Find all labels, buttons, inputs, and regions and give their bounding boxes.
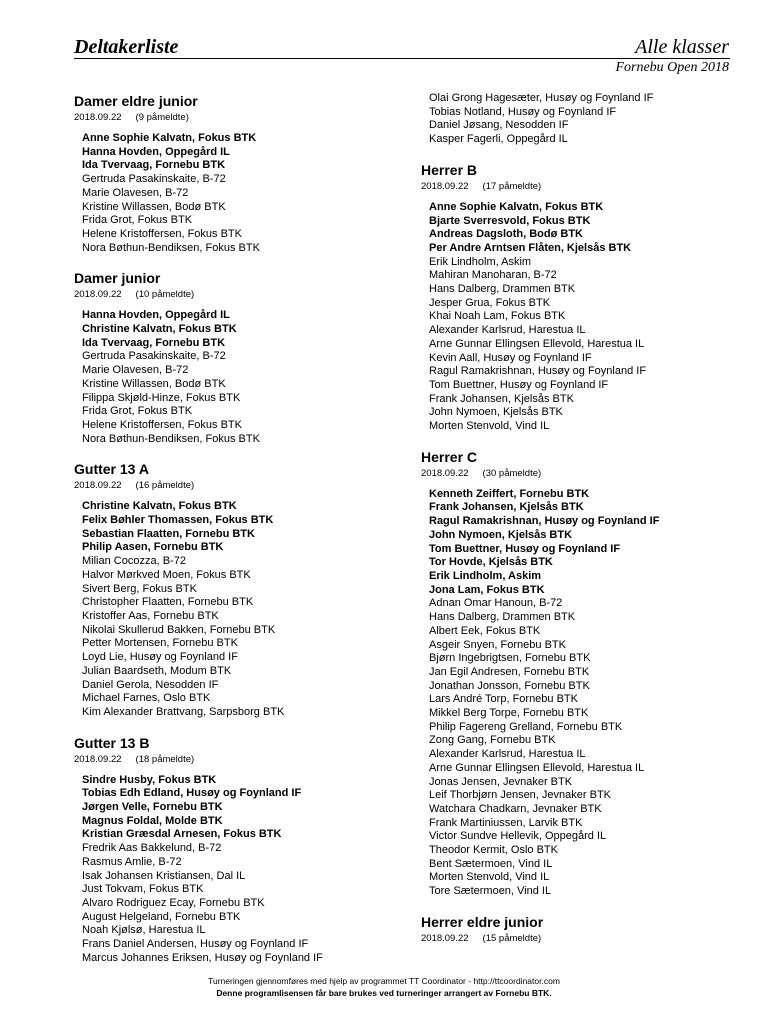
class-title: Gutter 13 A xyxy=(74,461,149,478)
participant-entry: Gertruda Pasakinskaite, B-72 xyxy=(82,173,226,186)
participant-entry: Jesper Grua, Fokus BTK xyxy=(429,296,551,309)
participant-list xyxy=(74,132,404,255)
participant-entry: Helene Kristoffersen, Fokus BTK xyxy=(82,227,242,240)
participant-entry: Sivert Berg, Fokus BTK xyxy=(82,582,197,595)
participant-entry: Tom Buettner, Husøy og Foynland IF xyxy=(429,542,621,555)
participant-entry: Filippa Skjøld-Hinze, Fokus BTK xyxy=(82,391,241,404)
participant-entry: Mikkel Berg Torpe, Fornebu BTK xyxy=(429,707,589,720)
participant-entry: Fredrik Aas Bakkelund, B-72 xyxy=(82,842,222,855)
class-meta xyxy=(74,112,404,124)
participant-entry: Julian Baardseth, Modum BTK xyxy=(82,664,232,677)
participant-entry: Ragul Ramakrishnan, Husøy og Foynland IF xyxy=(429,515,660,528)
participant-entry: Hanna Hovden, Oppegård IL xyxy=(82,309,230,322)
participant-entry: Bjørn Ingebrigtsen, Fornebu BTK xyxy=(429,652,591,665)
class-participant-count: (15 påmeldte) xyxy=(482,932,542,944)
class-section xyxy=(421,448,741,899)
class-section xyxy=(421,913,741,945)
participant-entry: John Nymoen, Kjelsås BTK xyxy=(429,528,573,541)
class-title: Damer junior xyxy=(74,270,161,287)
participant-entry: Jonathan Jonsson, Fornebu BTK xyxy=(429,679,590,692)
header-info xyxy=(615,36,729,78)
class-date: 2018.09.22 xyxy=(421,180,469,192)
participant-entry: Milian Cocozza, B-72 xyxy=(82,555,186,568)
participant-entry: Nora Bøthun-Bendiksen, Fokus BTK xyxy=(82,432,260,445)
class-participant-count: (17 påmeldte) xyxy=(482,180,542,192)
participant-entry: Marie Olavesen, B-72 xyxy=(82,364,189,377)
participant-entry: Morten Stenvold, Vind IL xyxy=(429,420,550,433)
participant-entry: Frida Grot, Fokus BTK xyxy=(82,405,193,418)
class-title: Gutter 13 B xyxy=(74,734,150,751)
participant-entry: Frank Martiniussen, Larvik BTK xyxy=(429,816,583,829)
participant-entry: Alexander Karlsrud, Harestua IL xyxy=(429,324,586,337)
footer-license: Denne programlisensen får bare brukes ved turneringer arrangert av Fornebu BTK. xyxy=(216,988,552,998)
class-meta xyxy=(421,181,741,193)
class-meta xyxy=(421,468,741,480)
participant-entry: Petter Mortensen, Fornebu BTK xyxy=(82,637,238,650)
participant-entry: Kim Alexander Brattvang, Sarpsborg BTK xyxy=(82,705,285,718)
class-meta xyxy=(74,480,404,492)
participant-entry: Victor Sundve Hellevik, Oppegård IL xyxy=(429,830,607,843)
participant-entry: Erik Lindholm, Askim xyxy=(429,569,542,582)
participant-entry: Andreas Dagsloth, Bodø BTK xyxy=(429,228,584,241)
participant-entry: Magnus Foldal, Molde BTK xyxy=(82,814,223,827)
participant-entry: Frans Daniel Andersen, Husøy og Foynland IF xyxy=(82,938,309,951)
class-participant-count: (30 påmeldte) xyxy=(482,467,542,479)
participant-entry: Hans Dalberg, Drammen BTK xyxy=(429,611,576,624)
participant-entry: Arne Gunnar Ellingsen Ellevold, Harestua IL xyxy=(429,337,645,350)
participant-entry: Jonas Jensen, Jevnaker BTK xyxy=(429,775,573,788)
class-participant-count: (16 påmeldte) xyxy=(135,480,195,492)
page-footer xyxy=(0,975,768,999)
participant-entry: Ragul Ramakrishnan, Husøy og Foynland IF xyxy=(429,365,647,378)
participant-entry: Ida Tvervaag, Fornebu BTK xyxy=(82,159,226,172)
participant-entry: Hanna Hovden, Oppegård IL xyxy=(82,145,230,158)
participant-entry: Jørgen Velle, Fornebu BTK xyxy=(82,801,223,814)
class-meta xyxy=(74,754,404,766)
class-section xyxy=(74,269,404,446)
participant-entry: Lars André Torp, Fornebu BTK xyxy=(429,693,578,706)
class-title: Damer eldre junior xyxy=(74,93,198,109)
participant-entry: Kristian Græsdal Arnesen, Fokus BTK xyxy=(82,828,282,841)
class-date: 2018.09.22 xyxy=(74,289,122,301)
continued-entries xyxy=(421,92,741,147)
participant-entry: Mahiran Manoharan, B-72 xyxy=(429,269,557,282)
participant-entry: Alexander Karlsrud, Harestua IL xyxy=(429,748,586,761)
participant-entry: Daniel Jøsang, Nesodden IF xyxy=(429,119,569,132)
participant-entry: Per Andre Arntsen Flåten, Kjelsås BTK xyxy=(429,241,632,254)
participant-entry: Ida Tvervaag, Fornebu BTK xyxy=(82,336,226,349)
footer-credit: Turneringen gjennomføres med hjelp av programmet TT Coordinator - http://ttcoordinator.com xyxy=(208,976,560,986)
participant-entry: Felix Bøhler Thomassen, Fokus BTK xyxy=(82,514,274,527)
participant-entry: Kenneth Zeiffert, Fornebu BTK xyxy=(429,487,590,500)
participant-entry: Just Tokvam, Fokus BTK xyxy=(82,883,204,896)
class-section xyxy=(74,92,404,255)
participant-entry: Philip Aasen, Fornebu BTK xyxy=(82,541,224,554)
participant-entry: Erik Lindholm, Askim xyxy=(429,255,532,268)
participant-entry: Tore Sætermoen, Vind IL xyxy=(429,885,552,898)
participant-list xyxy=(421,488,741,899)
participant-entry: Christine Kalvatn, Fokus BTK xyxy=(82,500,237,513)
participant-entry: Michael Farnes, Oslo BTK xyxy=(82,692,211,705)
right-column xyxy=(421,92,741,959)
class-date: 2018.09.22 xyxy=(74,112,122,123)
class-participant-count: (18 påmeldte) xyxy=(135,753,195,765)
participant-entry: Loyd Lie, Husøy og Foynland IF xyxy=(82,651,238,664)
participant-entry: John Nymoen, Kjelsås BTK xyxy=(429,406,563,419)
participant-entry: Arne Gunnar Ellingsen Ellevold, Harestua IL xyxy=(429,761,645,774)
participant-entry: Tobias Notland, Husøy og Foynland IF xyxy=(429,105,617,118)
participant-list xyxy=(74,774,404,966)
class-title: Herrer eldre junior xyxy=(421,913,544,930)
participant-entry: Noah Kjølsø, Harestua IL xyxy=(82,924,206,937)
class-meta xyxy=(74,289,404,301)
participant-entry: Leif Thorbjørn Jensen, Jevnaker BTK xyxy=(429,789,611,802)
participant-entry: Kasper Fagerli, Oppegård IL xyxy=(429,133,568,146)
participant-entry: Hans Dalberg, Drammen BTK xyxy=(429,283,576,296)
class-section xyxy=(74,734,404,966)
participant-entry: Tobias Edh Edland, Husøy og Foynland IF xyxy=(82,787,302,800)
participant-entry: Isak Johansen Kristiansen, Dal IL xyxy=(82,869,246,882)
participant-entry: Anne Sophie Kalvatn, Fokus BTK xyxy=(429,200,604,213)
participant-entry: Tor Hovde, Kjelsås BTK xyxy=(429,556,553,569)
participant-entry: Olai Grong Hagesæter, Husøy og Foynland IF xyxy=(429,92,654,104)
class-participant-count: (10 påmeldte) xyxy=(135,289,195,301)
participant-entry: Christine Kalvatn, Fokus BTK xyxy=(82,323,237,336)
class-title: Herrer B xyxy=(421,161,478,178)
participant-entry: Philip Fagereng Grelland, Fornebu BTK xyxy=(429,720,623,733)
participant-entry: Watchara Chadkarn, Jevnaker BTK xyxy=(429,802,602,815)
participant-entry: Alvaro Rodriguez Ecay, Fornebu BTK xyxy=(82,896,265,909)
participant-entry: Frida Grot, Fokus BTK xyxy=(82,214,193,227)
participant-entry: Helene Kristoffersen, Fokus BTK xyxy=(82,418,242,431)
participant-entry: Adnan Omar Hanoun, B-72 xyxy=(429,597,563,610)
participant-entry: Morten Stenvold, Vind IL xyxy=(429,871,550,884)
participant-entry: Zong Gang, Fornebu BTK xyxy=(429,734,556,747)
participant-entry: Bjarte Sverresvold, Fokus BTK xyxy=(429,214,591,227)
tournament-name: Fornebu Open 2018 xyxy=(615,60,729,75)
participant-entry: Albert Eek, Fokus BTK xyxy=(429,624,541,637)
participant-entry: Kristine Willassen, Bodø BTK xyxy=(82,377,226,390)
participant-entry: Bent Sætermoen, Vind IL xyxy=(429,857,553,870)
participant-entry: Asgeir Snyen, Fornebu BTK xyxy=(429,638,566,651)
left-column xyxy=(74,92,404,979)
class-section xyxy=(421,161,741,434)
participant-entry: Gertruda Pasakinskaite, B-72 xyxy=(82,350,226,363)
participant-entry: Nora Bøthun-Bendiksen, Fokus BTK xyxy=(82,241,260,254)
class-date: 2018.09.22 xyxy=(74,753,122,765)
participant-entry: Daniel Gerola, Nesodden IF xyxy=(82,678,219,691)
document-title: Deltakerliste xyxy=(74,36,179,58)
participant-entry: Halvor Mørkved Moen, Fokus BTK xyxy=(82,568,251,581)
participant-entry: Sebastian Flaatten, Fornebu BTK xyxy=(82,527,255,540)
class-date: 2018.09.22 xyxy=(74,480,122,492)
participant-entry: Kristine Willassen, Bodø BTK xyxy=(82,200,226,213)
participant-entry: Khai Noah Lam, Fokus BTK xyxy=(429,310,566,323)
class-participant-count: (9 påmeldte) xyxy=(135,112,189,123)
participant-list xyxy=(421,201,741,434)
participant-entry: Marie Olavesen, B-72 xyxy=(82,186,189,199)
participant-entry: Frank Johansen, Kjelsås BTK xyxy=(429,501,584,514)
participant-entry: Tom Buettner, Husøy og Foynland IF xyxy=(429,378,609,391)
participant-entry: Nikolai Skullerud Bakken, Fornebu BTK xyxy=(82,623,276,636)
participant-entry: Jan Egil Andresen, Fornebu BTK xyxy=(429,665,590,678)
class-date: 2018.09.22 xyxy=(421,467,469,479)
class-section xyxy=(74,460,404,719)
participant-entry: Kristoffer Aas, Fornebu BTK xyxy=(82,609,219,622)
participant-entry: August Helgeland, Fornebu BTK xyxy=(82,910,241,923)
class-filter-label: Alle klasser xyxy=(635,36,729,58)
participant-list xyxy=(74,309,404,446)
participant-entry: Jona Lam, Fokus BTK xyxy=(429,583,545,596)
class-meta xyxy=(421,933,741,945)
participant-entry: Christopher Flaatten, Fornebu BTK xyxy=(82,596,254,609)
class-date: 2018.09.22 xyxy=(421,932,469,944)
participant-list xyxy=(74,500,404,719)
class-title: Herrer C xyxy=(421,448,478,465)
participant-entry: Frank Johansen, Kjelsås BTK xyxy=(429,392,574,405)
participant-entry: Marcus Johannes Eriksen, Husøy og Foynland IF xyxy=(82,951,323,964)
header-divider xyxy=(74,58,730,59)
participant-entry: Sindre Husby, Fokus BTK xyxy=(82,773,217,786)
participant-entry: Anne Sophie Kalvatn, Fokus BTK xyxy=(82,132,257,144)
participant-entry: Kevin Aall, Husøy og Foynland IF xyxy=(429,351,592,364)
participant-entry: Rasmus Amlie, B-72 xyxy=(82,855,182,868)
participant-entry: Theodor Kermit, Oslo BTK xyxy=(429,844,558,857)
